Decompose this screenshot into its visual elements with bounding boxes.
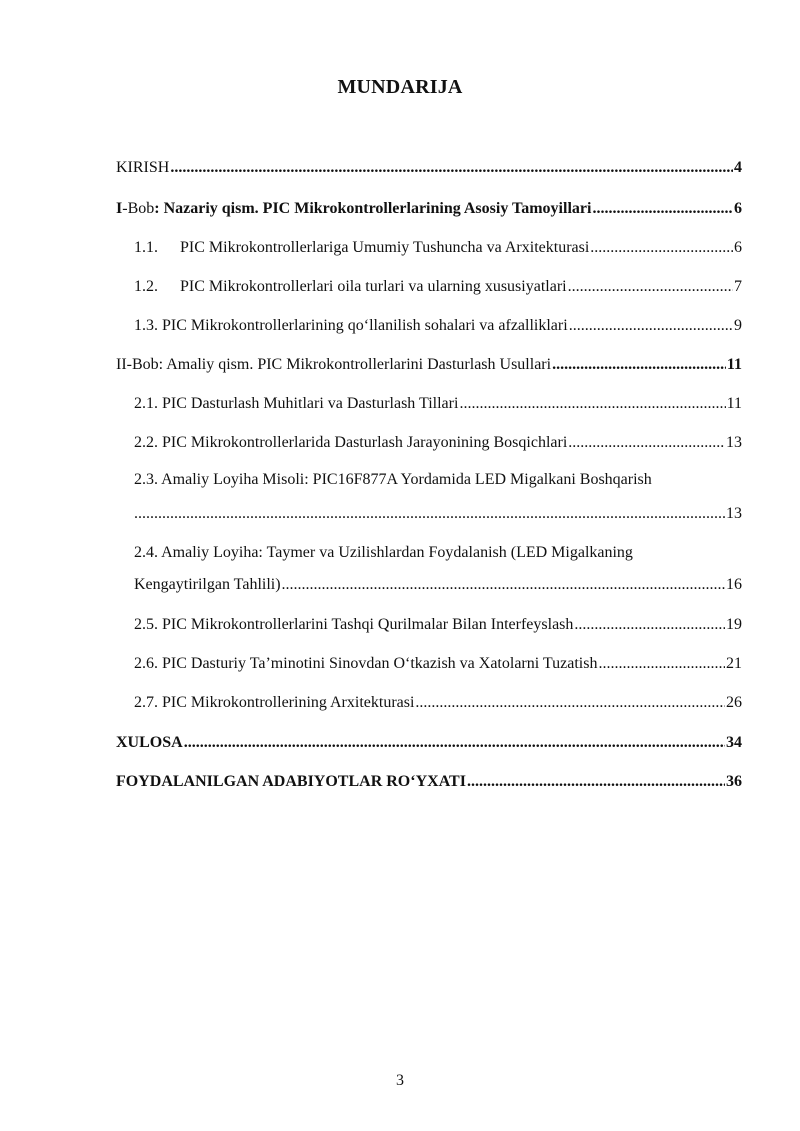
toc-entry-section-2-3[interactable] <box>134 469 742 525</box>
toc-entry-title-line-1: 2.4. Amaliy Loyiha: Taymer va Uzilishlardan Foydalanish (LED Migalkaning <box>134 544 633 561</box>
dot-leader <box>574 614 725 636</box>
dot-leader <box>282 574 725 596</box>
toc-entry-title: : Nazariy qism. PIC Mikrokontrollerlarining Asosiy Tamoyillari <box>154 200 592 217</box>
toc-entry-section-1-3[interactable] <box>116 315 742 337</box>
toc-entry-page: 36 <box>726 773 742 790</box>
toc-entry-title: FOYDALANILGAN ADABIYOTLAR RO‘YXATI <box>116 773 466 790</box>
toc-entry-page: 19 <box>726 616 742 633</box>
dot-leader <box>170 157 733 179</box>
toc-entry-title-line-2: Kengaytirilgan Tahlili) <box>134 576 281 593</box>
toc-entry-page: 9 <box>734 317 742 334</box>
dot-leader <box>459 393 725 415</box>
document-title: MUNDARIJA <box>337 76 463 98</box>
toc-entry-title: 1.3. PIC Mikrokontrollerlarining qo‘llanilish sohalari va afzalliklari <box>134 317 568 334</box>
dot-leader <box>552 354 726 376</box>
toc-entry-chapter-1[interactable] <box>116 198 742 220</box>
toc-entry-page: 11 <box>726 356 742 373</box>
toc-entry-section-2-1[interactable] <box>116 393 742 415</box>
toc-entry-page: 21 <box>726 655 742 672</box>
toc-entry-title: PIC Mikrokontrollerlari oila turlari va ularning xususiyatlari <box>180 278 567 295</box>
toc-entry-page: 6 <box>734 239 742 256</box>
toc-entry-title: KIRISH <box>116 159 170 176</box>
toc-entry-title: PIC Mikrokontrollerlariga Umumiy Tushuncha va Arxitekturasi <box>180 239 590 256</box>
toc-entry-section-2-6[interactable] <box>116 653 742 675</box>
toc-entry-xulosa[interactable] <box>116 732 742 754</box>
dot-leader <box>568 432 725 454</box>
toc-entry-title: 2.2. PIC Mikrokontrollerlarida Dasturlash Jarayonining Bosqichlari <box>134 434 568 451</box>
toc-entry-kirish[interactable] <box>116 157 742 179</box>
toc-entry-title: 2.6. PIC Dasturiy Ta’minotini Sinovdan O‘tkazish va Xatolarni Tuzatish <box>134 655 598 672</box>
toc-entry-section-1-1[interactable] <box>116 237 742 259</box>
toc-entry-title: 2.1. PIC Dasturlash Muhitlari va Dasturlash Tillari <box>134 395 459 412</box>
toc-entry-page: 13 <box>726 434 742 451</box>
toc-entry-page: 26 <box>726 694 742 711</box>
dot-leader <box>134 503 725 525</box>
toc-entry-section-2-4[interactable] <box>134 542 742 596</box>
dot-leader <box>184 732 725 754</box>
toc-entry-section-2-7[interactable] <box>116 692 742 714</box>
dot-leader <box>590 237 733 259</box>
toc-entry-title: 2.5. PIC Mikrokontrollerlarini Tashqi Qurilmalar Bilan Interfeyslash <box>134 616 574 633</box>
dot-leader <box>569 315 733 337</box>
dot-leader <box>415 692 725 714</box>
chapter-numeral: I <box>116 200 123 217</box>
toc-entry-page: 16 <box>726 576 742 593</box>
toc-entry-page: 13 <box>726 505 742 522</box>
toc-entry-bibliography[interactable] <box>116 771 742 793</box>
toc-entry-section-2-5[interactable] <box>116 614 742 636</box>
section-number: 1.2. <box>134 278 158 295</box>
toc-entry-page: 34 <box>726 734 742 751</box>
toc-entry-chapter-2[interactable] <box>116 354 742 376</box>
toc-entry-page: 4 <box>734 159 742 176</box>
toc-entry-page: 11 <box>726 395 742 412</box>
toc-entry-page: 7 <box>734 278 742 295</box>
toc-entry-section-2-2[interactable] <box>116 432 742 454</box>
toc-entry-title: XULOSA <box>116 734 183 751</box>
toc-entry-title: 2.7. PIC Mikrokontrollerining Arxitekturasi <box>134 694 415 711</box>
toc-entry-page: 6 <box>734 200 742 217</box>
chapter-word: -Bob <box>122 200 155 217</box>
dot-leader <box>592 198 733 220</box>
dot-leader <box>568 276 733 298</box>
toc-entry-title: II-Bob: Amaliy qism. PIC Mikrokontrollerlarini Dasturlash Usullari <box>116 356 552 373</box>
dot-leader <box>598 653 725 675</box>
toc-entry-title: 2.3. Amaliy Loyiha Misoli: PIC16F877A Yordamida LED Migalkani Boshqarish <box>134 471 652 488</box>
toc-entry-section-1-2[interactable] <box>116 276 742 298</box>
section-number: 1.1. <box>134 239 158 256</box>
page-number: 3 <box>396 1072 404 1089</box>
dot-leader <box>467 771 725 793</box>
